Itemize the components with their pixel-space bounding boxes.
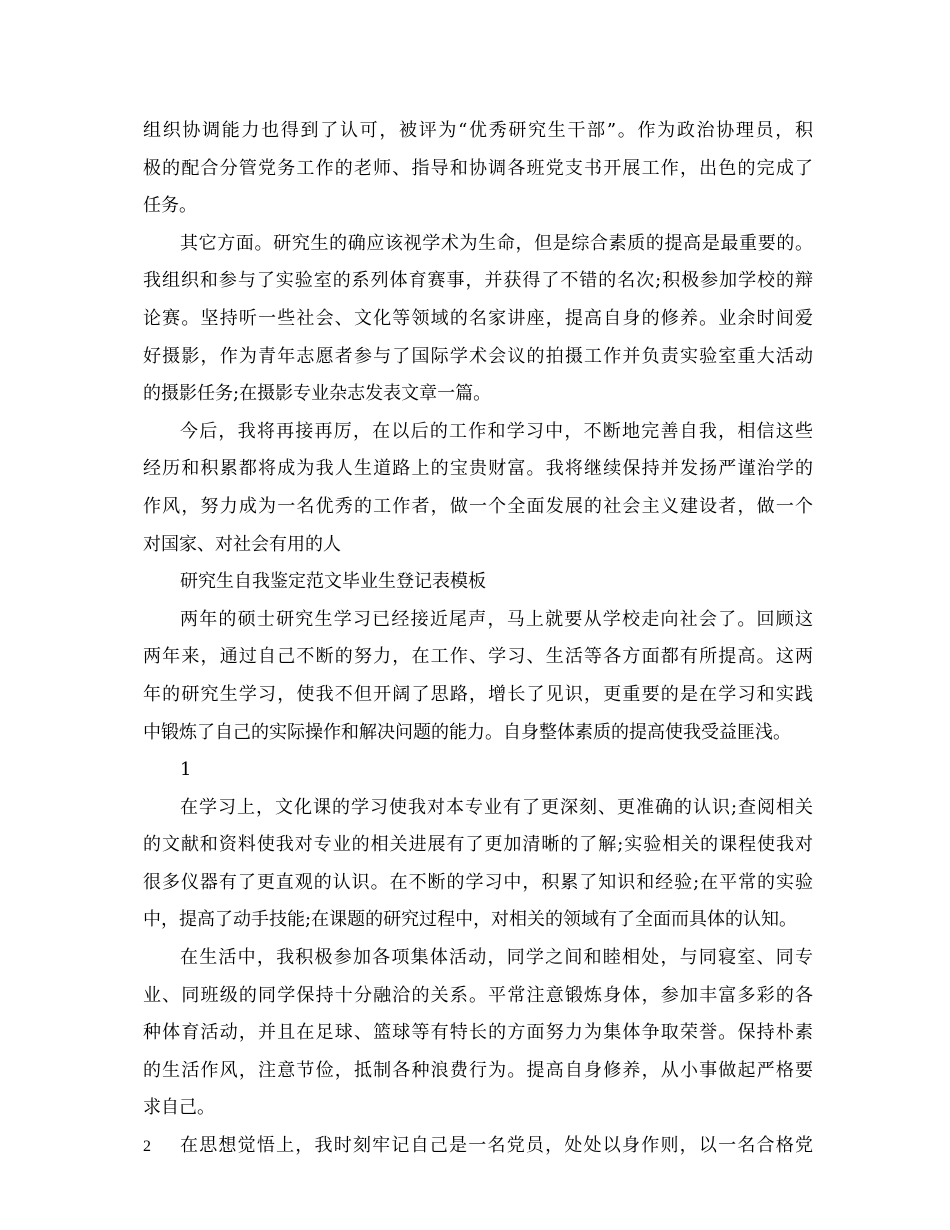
- paragraph: [143, 1127, 813, 1165]
- paragraph: [143, 112, 813, 225]
- text-line: 对国家、对社会有用的人: [143, 533, 341, 555]
- text-line: 组织协调能力也得到了认可，被评为“优秀研究生干部”。作为政治协理员，积: [143, 120, 813, 141]
- paragraph: [143, 789, 813, 939]
- text-line: 好摄影，作为青年志愿者参与了国际学术会议的拍摄工作并负责实验室重大活动: [143, 345, 813, 367]
- section-title: [143, 563, 813, 601]
- text-line: 在生活中，我积极参加各项集体活动，同学之间和睦相处，与同寝室、同专: [180, 947, 813, 969]
- text-line: 其它方面。研究生的确应该视学术为生命，但是综合素质的提高是最重要的。: [180, 232, 813, 254]
- text-line: 我组织和参与了实验室的系列体育赛事，并获得了不错的名次;积极参加学校的辩: [143, 270, 813, 292]
- text-line: 的文献和资料使我对专业的相关进展有了更加清晰的了解;实验相关的课程使我对: [143, 834, 813, 856]
- text-line: 研究生自我鉴定范文毕业生登记表模板: [180, 571, 486, 593]
- text-line: 今后，我将再接再厉，在以后的工作和学习中，不断地完善自我，相信这些: [180, 420, 813, 442]
- text-line: 两年的硕士研究生学习已经接近尾声，马上就要从学校走向社会了。回顾这: [180, 608, 813, 630]
- text-line: 论赛。坚持听一些社会、文化等领域的名家讲座，提高自身的修养。业余时间爱: [143, 307, 813, 329]
- inline-number: [143, 751, 813, 789]
- paragraph: [143, 225, 813, 413]
- document-body: [143, 112, 813, 1165]
- text-line: 中，提高了动手技能;在课题的研究过程中，对相关的领域有了全面而具体的认知。: [143, 909, 798, 931]
- text-line: 1: [180, 759, 192, 781]
- text-line: 的生活作风，注意节俭，抵制各种浪费行为。提高自身修养，从小事做起严格要: [143, 1059, 813, 1081]
- text-line: 两年来，通过自己不断的努力，在工作、学习、生活等各方面都有所提高。这两: [143, 646, 813, 668]
- text-line: 求自己。: [143, 1097, 215, 1119]
- text-line: 在思想觉悟上，我时刻牢记自己是一名党员，处处以身作则，以一名合格党: [180, 1135, 813, 1157]
- text-line: 极的配合分管党务工作的老师、指导和协调各班党支书开展工作，出色的完成了: [143, 157, 813, 179]
- text-line: 的摄影任务;在摄影专业杂志发表文章一篇。: [143, 383, 492, 405]
- text-line: 年的研究生学习，使我不但开阔了思路，增长了见识，更重要的是在学习和实践: [143, 683, 813, 705]
- text-line: 作风，努力成为一名优秀的工作者，做一个全面发展的社会主义建设者，做一个: [143, 495, 813, 517]
- page-number: 2: [143, 1138, 151, 1155]
- paragraph: [143, 939, 813, 1127]
- text-line: 在学习上，文化课的学习使我对本专业有了更深刻、更准确的认识;查阅相关: [180, 796, 813, 818]
- text-line: 中锻炼了自己的实际操作和解决问题的能力。自身整体素质的提高使我受益匪浅。: [143, 721, 791, 743]
- text-line: 业、同班级的同学保持十分融洽的关系。平常注意锻炼身体，参加丰富多彩的各: [143, 984, 813, 1006]
- text-line: 种体育活动，并且在足球、篮球等有特长的方面努力为集体争取荣誉。保持朴素: [143, 1022, 813, 1044]
- paragraph: [143, 601, 813, 751]
- text-line: 经历和积累都将成为我人生道路上的宝贵财富。我将继续保持并发扬严谨治学的: [143, 458, 813, 480]
- text-line: 任务。: [143, 195, 197, 217]
- text-line: 很多仪器有了更直观的认识。在不断的学习中，积累了知识和经验;在平常的实验: [143, 871, 813, 893]
- paragraph: [143, 413, 813, 563]
